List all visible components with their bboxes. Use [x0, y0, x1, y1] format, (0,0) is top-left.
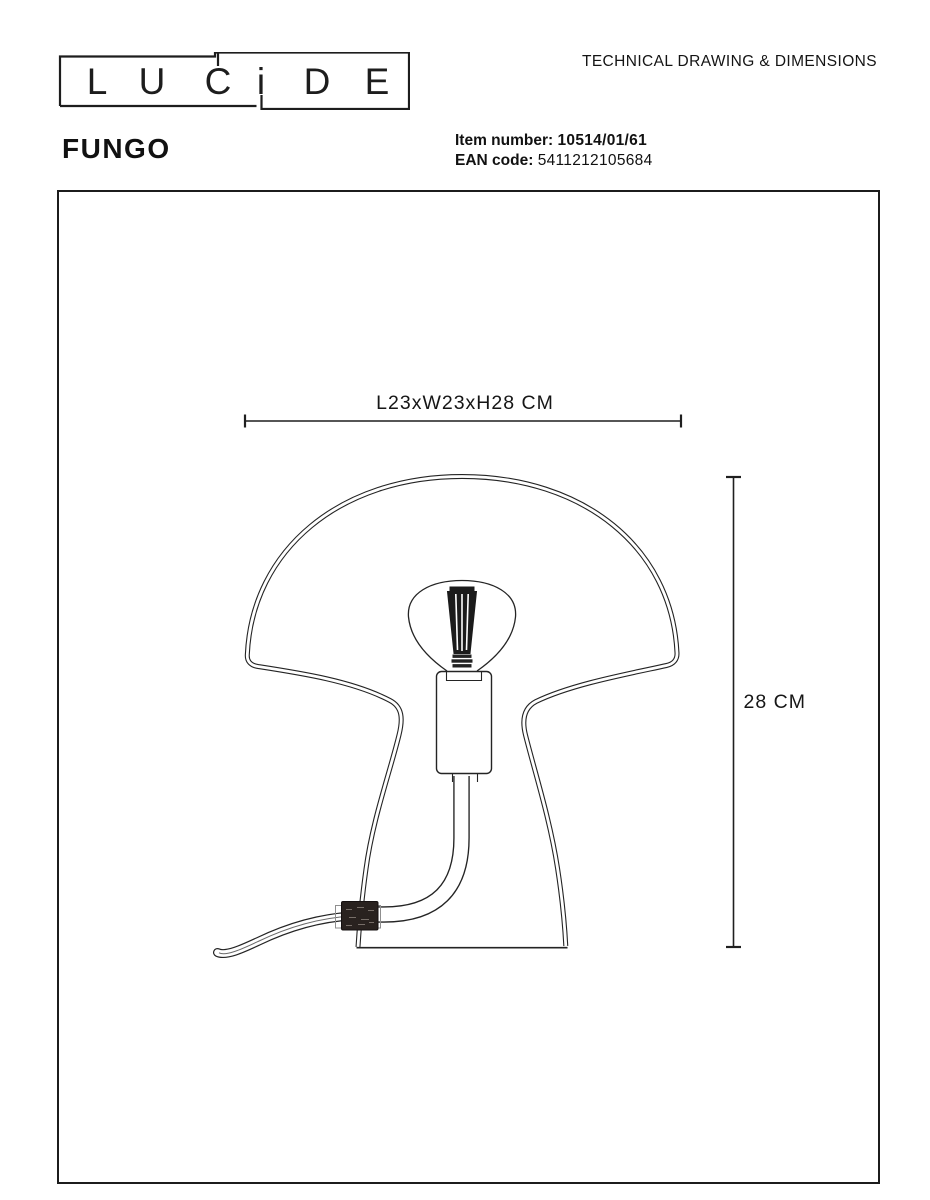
logo-letter: D: [303, 61, 331, 102]
item-number-value: 10514/01/61: [557, 132, 647, 149]
logo-letter: C: [204, 61, 232, 102]
height-dimension-label: 28 CM: [743, 691, 806, 713]
height-dimension: [726, 477, 806, 947]
light-bulb-icon: [408, 581, 515, 672]
width-dimension: [245, 392, 681, 428]
power-cord: [218, 916, 353, 954]
dimension-annotations: [245, 392, 806, 947]
cord-fitting: [336, 902, 381, 931]
document-title: TECHNICAL DRAWING & DIMENSIONS: [581, 53, 877, 70]
logo-letter: L: [86, 61, 108, 102]
ean-code-value: 5411212105684: [537, 152, 653, 169]
lamp-drawing: [218, 477, 678, 954]
lamp-socket: [437, 672, 492, 783]
bulb-screw-base: [452, 655, 473, 668]
item-number-label: Item number:: [455, 132, 554, 149]
product-name: FUNGO: [62, 133, 171, 164]
width-dimension-label: L23xW23xH28 CM: [376, 392, 554, 414]
logo-letter: i: [256, 61, 266, 102]
logo-letter: E: [364, 61, 390, 102]
lamp-rod: [378, 776, 462, 915]
ean-code-label: EAN code:: [455, 152, 534, 169]
logo-letter: U: [138, 61, 166, 102]
